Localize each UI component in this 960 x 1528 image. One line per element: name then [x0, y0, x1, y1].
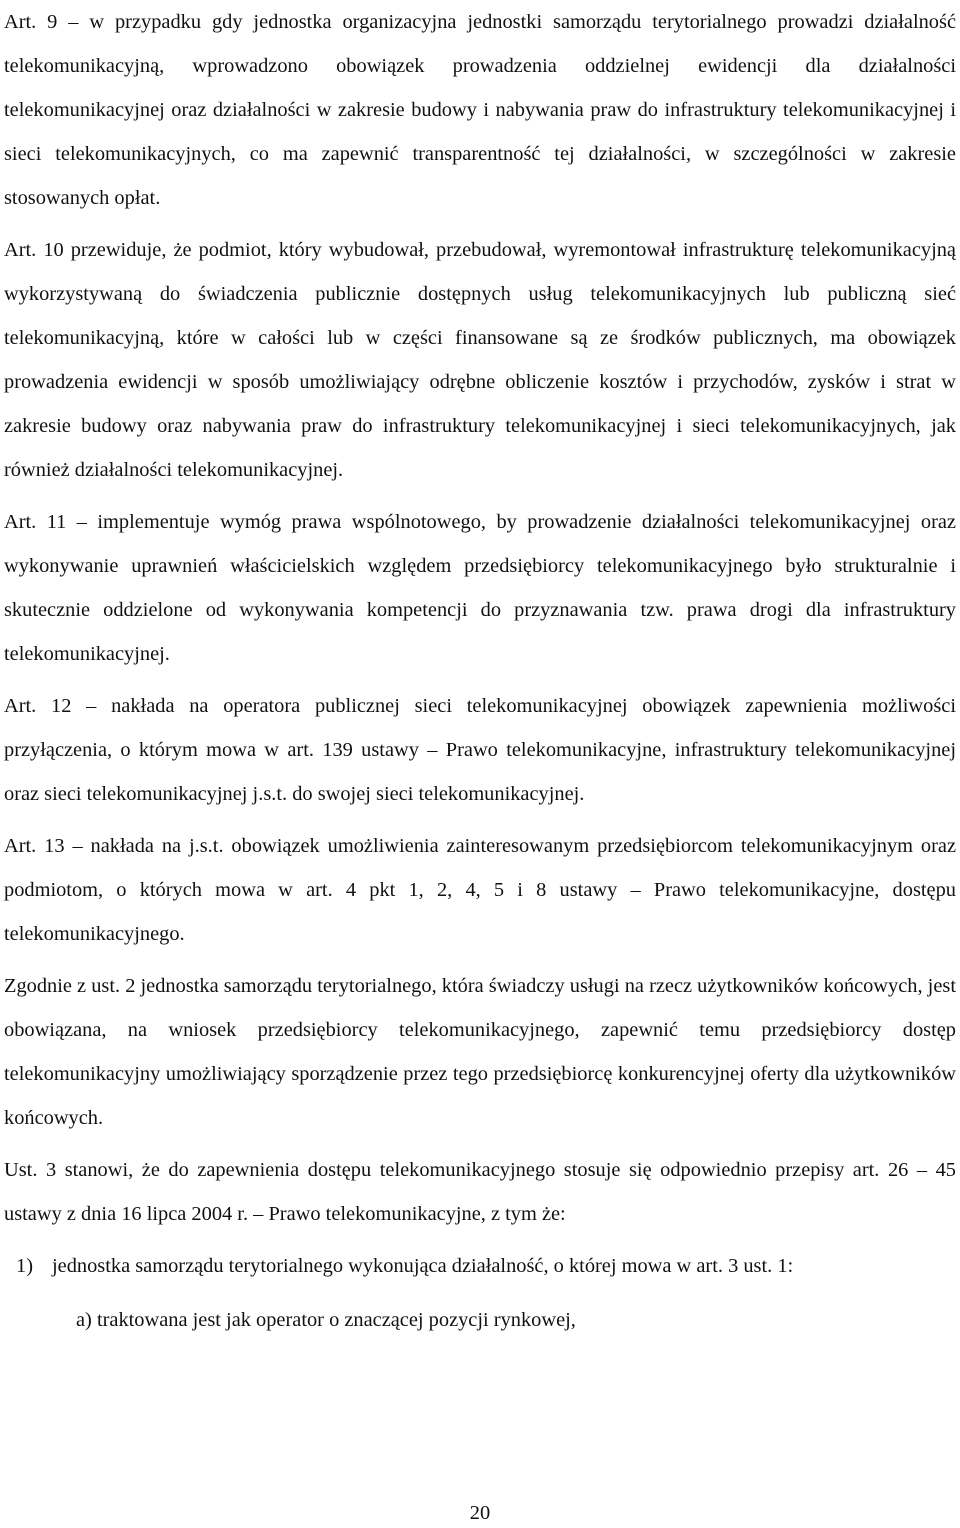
paragraph-ust-3: Ust. 3 stanowi, że do zapewnienia dostępu telekomunikacyjnego stosuje się odpowiednio przepisy art. 26 – 45 ustawy z dnia 16 lipca 2004 r. – Prawo telekomunikacyjne, z tym że: — [4, 1159, 956, 1225]
list-marker: 1) — [16, 1255, 33, 1277]
paragraph-ust-2: Zgodnie z ust. 2 jednostka samorządu terytorialnego, która świadczy usługi na rzecz użytkowników końcowych, jest obowiązana, na wniosek przedsiębiorcy telekomunikacyjnego, zapewnić temu przedsiębiorcy dostęp telekomunikacyjny umożliwiający sporządzenie przez tego przedsiębiorcę konkurencyjnej oferty dla użytkowników końcowych. — [4, 975, 956, 1129]
list-item-1 — [4, 1244, 956, 1288]
page-number: 20 — [469, 1502, 491, 1524]
paragraph-art-11: Art. 11 – implementuje wymóg prawa wspólnotowego, by prowadzenie działalności telekomunikacyjnej oraz wykonywanie uprawnień właścicielskich względem przedsiębiorcy telekomunikacyjnego było strukturalnie i skutecznie oddzielone od wykonywania kompetencji do przyznawania tzw. prawa drogi dla infrastruktury telekomunikacyjnej. — [4, 511, 956, 665]
paragraph-art-10: Art. 10 przewiduje, że podmiot, który wybudował, przebudował, wyremontował infrastrukturę telekomunikacyjną wykorzystywaną do świadczenia publicznie dostępnych usług telekomunikacyjnych lub publiczną sieć telekomunikacyjną, które w całości lub w części finansowane są ze środków publicznych, ma obowiązek prowadzenia ewidencji w sposób umożliwiający odrębne obliczenie kosztów i przychodów, zysków i strat w zakresie budowy oraz nabywania praw do infrastruktury telekomunikacyjnej i sieci telekomunikacyjnych, jak również działalności telekomunikacyjnej. — [4, 239, 956, 481]
paragraph-art-9: Art. 9 – w przypadku gdy jednostka organizacyjna jednostki samorządu terytorialnego prowadzi działalność telekomunikacyjną, wprowadzono obowiązek prowadzenia oddzielnej ewidencji dla działalności telekomunikacyjnej oraz działalności w zakresie budowy i nabywania praw do infrastruktury telekomunikacyjnej i sieci telekomunikacyjnych, co ma zapewnić transparentność tej działalności, w szczególności w zakresie stosowanych opłat. — [4, 11, 956, 209]
sub-item-a: a) traktowana jest jak operator o znaczącej pozycji rynkowej, — [76, 1309, 576, 1331]
document-page — [4, 0, 956, 1342]
paragraph-art-12: Art. 12 – nakłada na operatora publicznej sieci telekomunikacyjnej obowiązek zapewnienia możliwości przyłączenia, o którym mowa w art. 139 ustawy – Prawo telekomunikacyjne, infrastruktury telekomunikacyjnej oraz sieci telekomunikacyjnej j.s.t. do swojej sieci telekomunikacyjnej. — [4, 695, 956, 805]
paragraph-art-13: Art. 13 – nakłada na j.s.t. obowiązek umożliwienia zainteresowanym przedsiębiorcom telekomunikacyjnym oraz podmiotom, o których mowa w art. 4 pkt 1, 2, 4, 5 i 8 ustawy – Prawo telekomunikacyjne, dostępu telekomunikacyjnego. — [4, 835, 956, 945]
list-item-text: jednostka samorządu terytorialnego wykonująca działalność, o której mowa w art. 3 ust. 1: — [52, 1255, 794, 1277]
